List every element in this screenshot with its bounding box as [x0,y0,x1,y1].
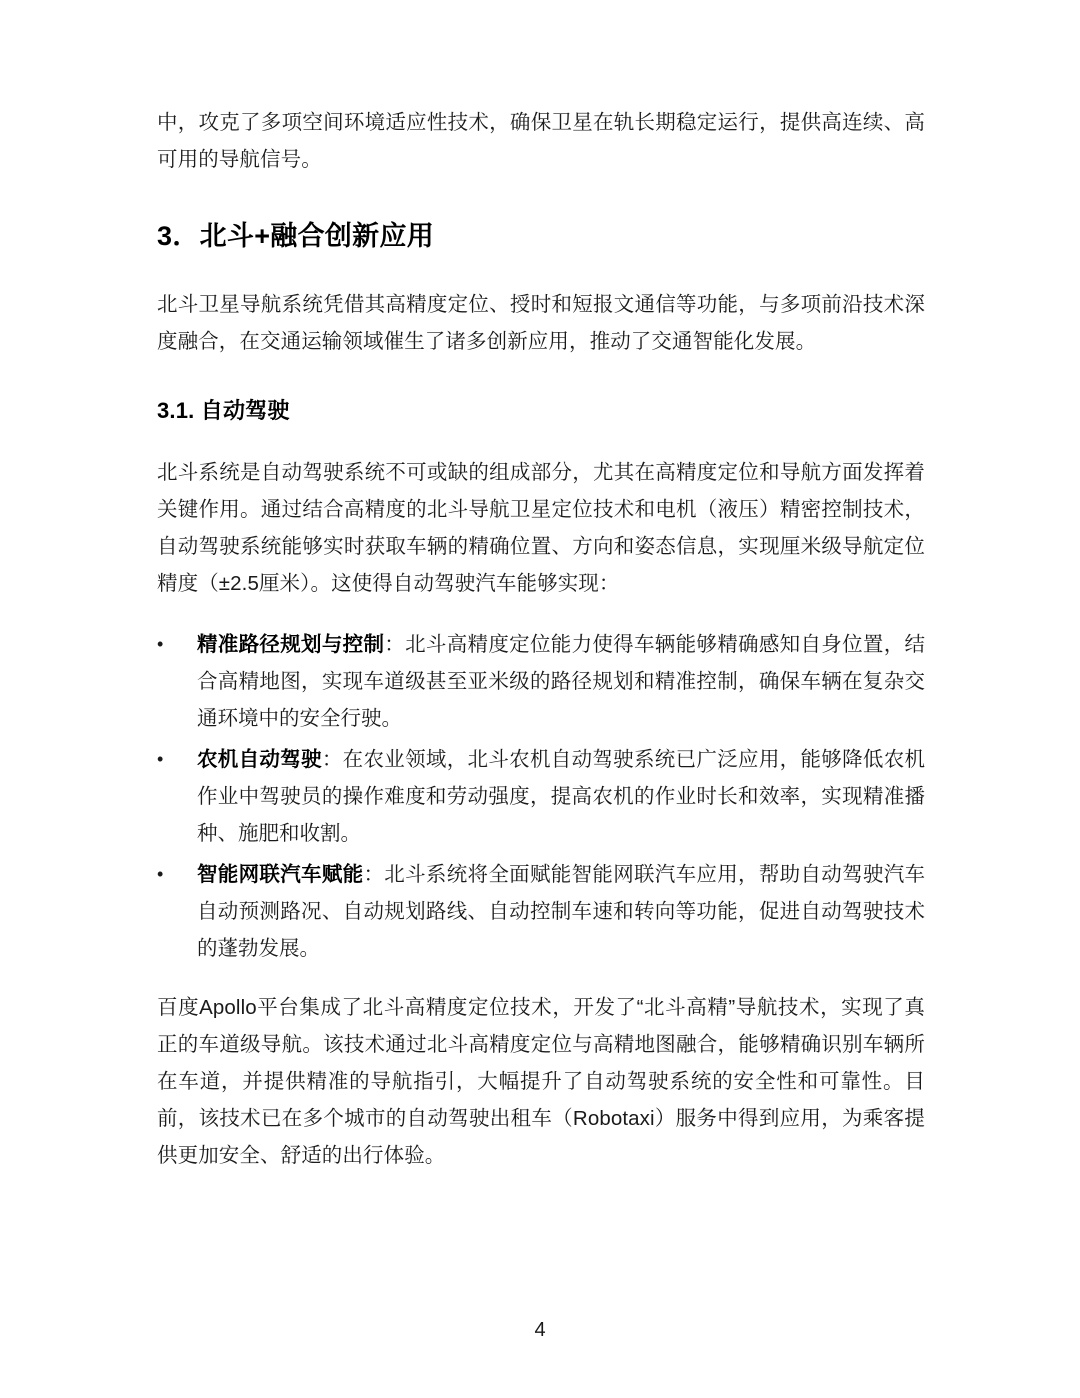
section-intro-paragraph: 北斗卫星导航系统凭借其高精度定位、授时和短报文通信等功能，与多项前沿技术深度融合，在交通运输领域催生了诸多创新应用，推动了交通智能化发展。 [157,293,925,353]
subsection-heading: 3.1. 自动驾驶 [157,398,290,423]
page-footer [0,1318,1080,1342]
list-item-separator: ： [363,863,385,886]
bullet-marker-icon: • [157,864,164,884]
section-heading: 3．北斗+融合创新应用 [157,221,435,251]
list-item-term: 农机自动驾驶 [197,748,322,771]
continued-paragraph: 中，攻克了多项空间环境适应性技术，确保卫星在轨长期稳定运行，提供高连续、高可用的导航信号。 [157,111,925,171]
page-number: 4 [534,1319,546,1341]
list-item-separator: ： [384,633,406,656]
list-item [157,741,925,852]
document-body [157,104,925,1174]
list-item [157,856,925,967]
bullet-marker-icon: • [157,634,164,654]
list-item [157,626,925,737]
list-item-text: 北斗系统将全面赋能智能网联汽车应用，帮助自动驾驶汽车自动预测路况、自动规划路线、自动控制车速和转向等功能，促进自动驾驶技术的蓬勃发展。 [197,863,926,960]
closing-paragraph: 百度Apollo平台集成了北斗高精度定位技术，开发了“北斗高精”导航技术，实现了真正的车道级导航。该技术通过北斗高精度定位与高精地图融合，能够精确识别车辆所在车道，并提供精准的导航指引，大幅提升了自动驾驶系统的安全性和可靠性。目前，该技术已在多个城市的自动驾驶出租车（Robotaxi）服务中得到应用，为乘客提供更加安全、舒适的出行体验。 [157,996,925,1167]
list-item-separator: ： [321,748,343,771]
list-item-term: 精准路径规划与控制 [197,633,385,656]
list-item-text: 在农业领域，北斗农机自动驾驶系统已广泛应用，能够降低农机作业中驾驶员的操作难度和劳动强度，提高农机的作业时长和效率，实现精准播种、施肥和收割。 [197,748,926,845]
list-item-text: 北斗高精度定位能力使得车辆能够精确感知自身位置，结合高精地图，实现车道级甚至亚米级的路径规划和精准控制，确保车辆在复杂交通环境中的安全行驶。 [197,633,926,730]
list-item-term: 智能网联汽车赋能 [197,863,364,886]
subsection-intro-paragraph: 北斗系统是自动驾驶系统不可或缺的组成部分，尤其在高精度定位和导航方面发挥着关键作用。通过结合高精度的北斗导航卫星定位技术和电机（液压）精密控制技术，自动驾驶系统能够实时获取车辆的精确位置、方向和姿态信息，实现厘米级导航定位精度（±2.5厘米）。这使得自动驾驶汽车能够实现： [157,461,925,595]
bullet-marker-icon: • [157,749,164,769]
feature-bullet-list [157,626,925,967]
